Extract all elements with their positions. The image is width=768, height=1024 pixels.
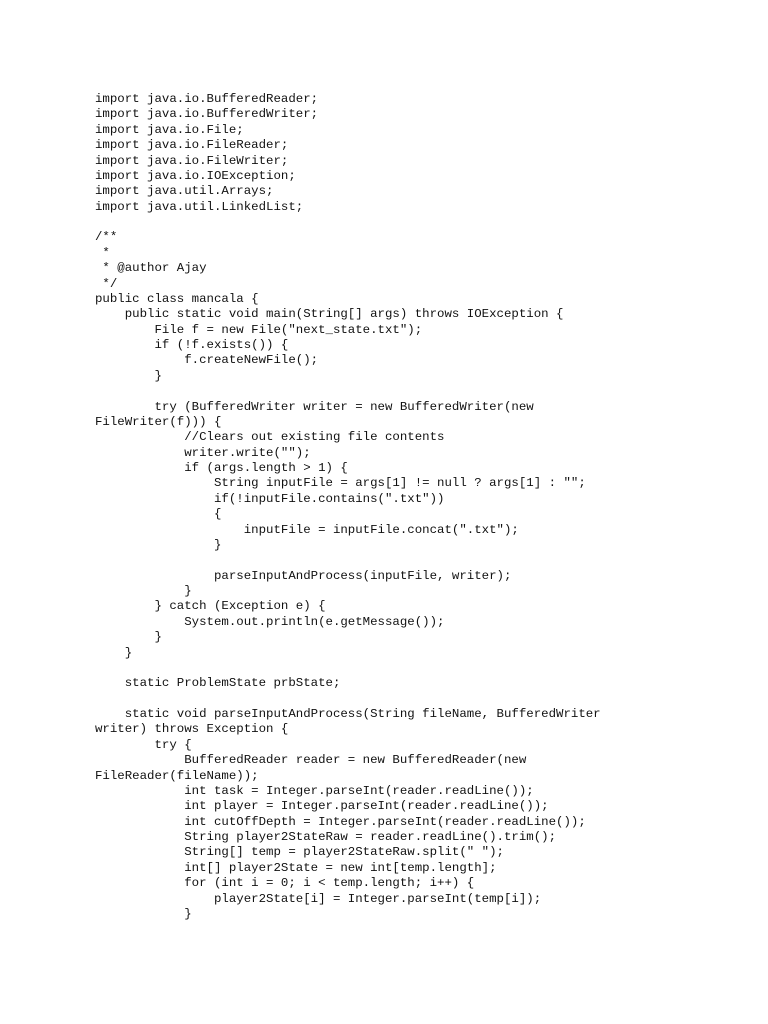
code-line: import java.io.File;: [95, 122, 244, 137]
code-line: }: [95, 584, 192, 598]
code-line: int task = Integer.parseInt(reader.readLine());: [95, 783, 534, 798]
code-line: import java.io.FileWriter;: [95, 153, 289, 168]
code-line: }: [95, 368, 162, 383]
code-line: {: [95, 507, 222, 522]
code-line: int cutOffDepth = Integer.parseInt(reader.readLine());: [95, 814, 586, 829]
code-line: parseInputAndProcess(inputFile, writer);: [95, 568, 512, 583]
code-line: import java.io.BufferedWriter;: [95, 107, 319, 122]
code-line: static ProblemState prbState;: [95, 676, 341, 691]
code-line: String player2StateRaw = reader.readLine().trim();: [95, 830, 557, 844]
code-line: * @author Ajay: [95, 261, 207, 276]
code-line: String[] temp = player2StateRaw.split(" ");: [95, 845, 504, 860]
code-line: FileReader(fileName));: [95, 768, 259, 783]
code-line: f.createNewFile();: [95, 353, 319, 368]
code-line: BufferedReader reader = new BufferedReader(new: [95, 753, 527, 768]
code-line: public static void main(String[] args) throws IOException {: [95, 307, 564, 322]
code-line: import java.io.FileReader;: [95, 138, 289, 153]
code-line: import java.util.LinkedList;: [95, 199, 304, 214]
code-line: int[] player2State = new int[temp.length];: [95, 860, 497, 875]
code-line: import java.io.IOException;: [95, 168, 296, 183]
code-line: }: [95, 645, 133, 660]
code-line: writer) throws Exception {: [95, 722, 289, 737]
code-line: /**: [95, 230, 118, 245]
code-line: int player = Integer.parseInt(reader.readLine());: [95, 799, 549, 814]
code-line: *: [95, 245, 110, 260]
code-line: static void parseInputAndProcess(String fileName, BufferedWriter: [95, 707, 601, 721]
code-line: try (BufferedWriter writer = new BufferedWriter(new: [95, 399, 534, 414]
code-line: File f = new File("next_state.txt");: [95, 322, 423, 337]
code-line: inputFile = inputFile.concat(".txt");: [95, 522, 519, 537]
code-line: } catch (Exception e) {: [95, 599, 326, 614]
code-line: [95, 384, 755, 399]
code-line: String inputFile = args[1] != null ? args[1] : "";: [95, 476, 586, 491]
code-listing: [95, 92, 755, 922]
code-line: System.out.println(e.getMessage());: [95, 614, 445, 629]
code-line: */: [95, 276, 118, 291]
code-line: for (int i = 0; i < temp.length; i++) {: [95, 876, 475, 891]
code-line: }: [95, 537, 222, 552]
code-line: import java.util.Arrays;: [95, 184, 274, 199]
code-line: [95, 215, 755, 230]
code-line: public class mancala {: [95, 291, 259, 306]
code-line: if(!inputFile.contains(".txt")): [95, 491, 445, 506]
code-line: import java.io.BufferedReader;: [95, 92, 319, 106]
code-line: }: [95, 906, 192, 921]
code-line: if (args.length > 1) {: [95, 461, 348, 475]
code-line: writer.write("");: [95, 445, 311, 460]
code-line: FileWriter(f))) {: [95, 414, 222, 429]
code-line: [95, 661, 755, 676]
code-line: //Clears out existing file contents: [95, 430, 445, 445]
code-line: try {: [95, 737, 192, 752]
code-line: if (!f.exists()) {: [95, 338, 289, 352]
code-line: [95, 553, 755, 568]
code-line: }: [95, 630, 162, 645]
code-line: player2State[i] = Integer.parseInt(temp[i]);: [95, 891, 542, 906]
code-line: [95, 692, 755, 707]
